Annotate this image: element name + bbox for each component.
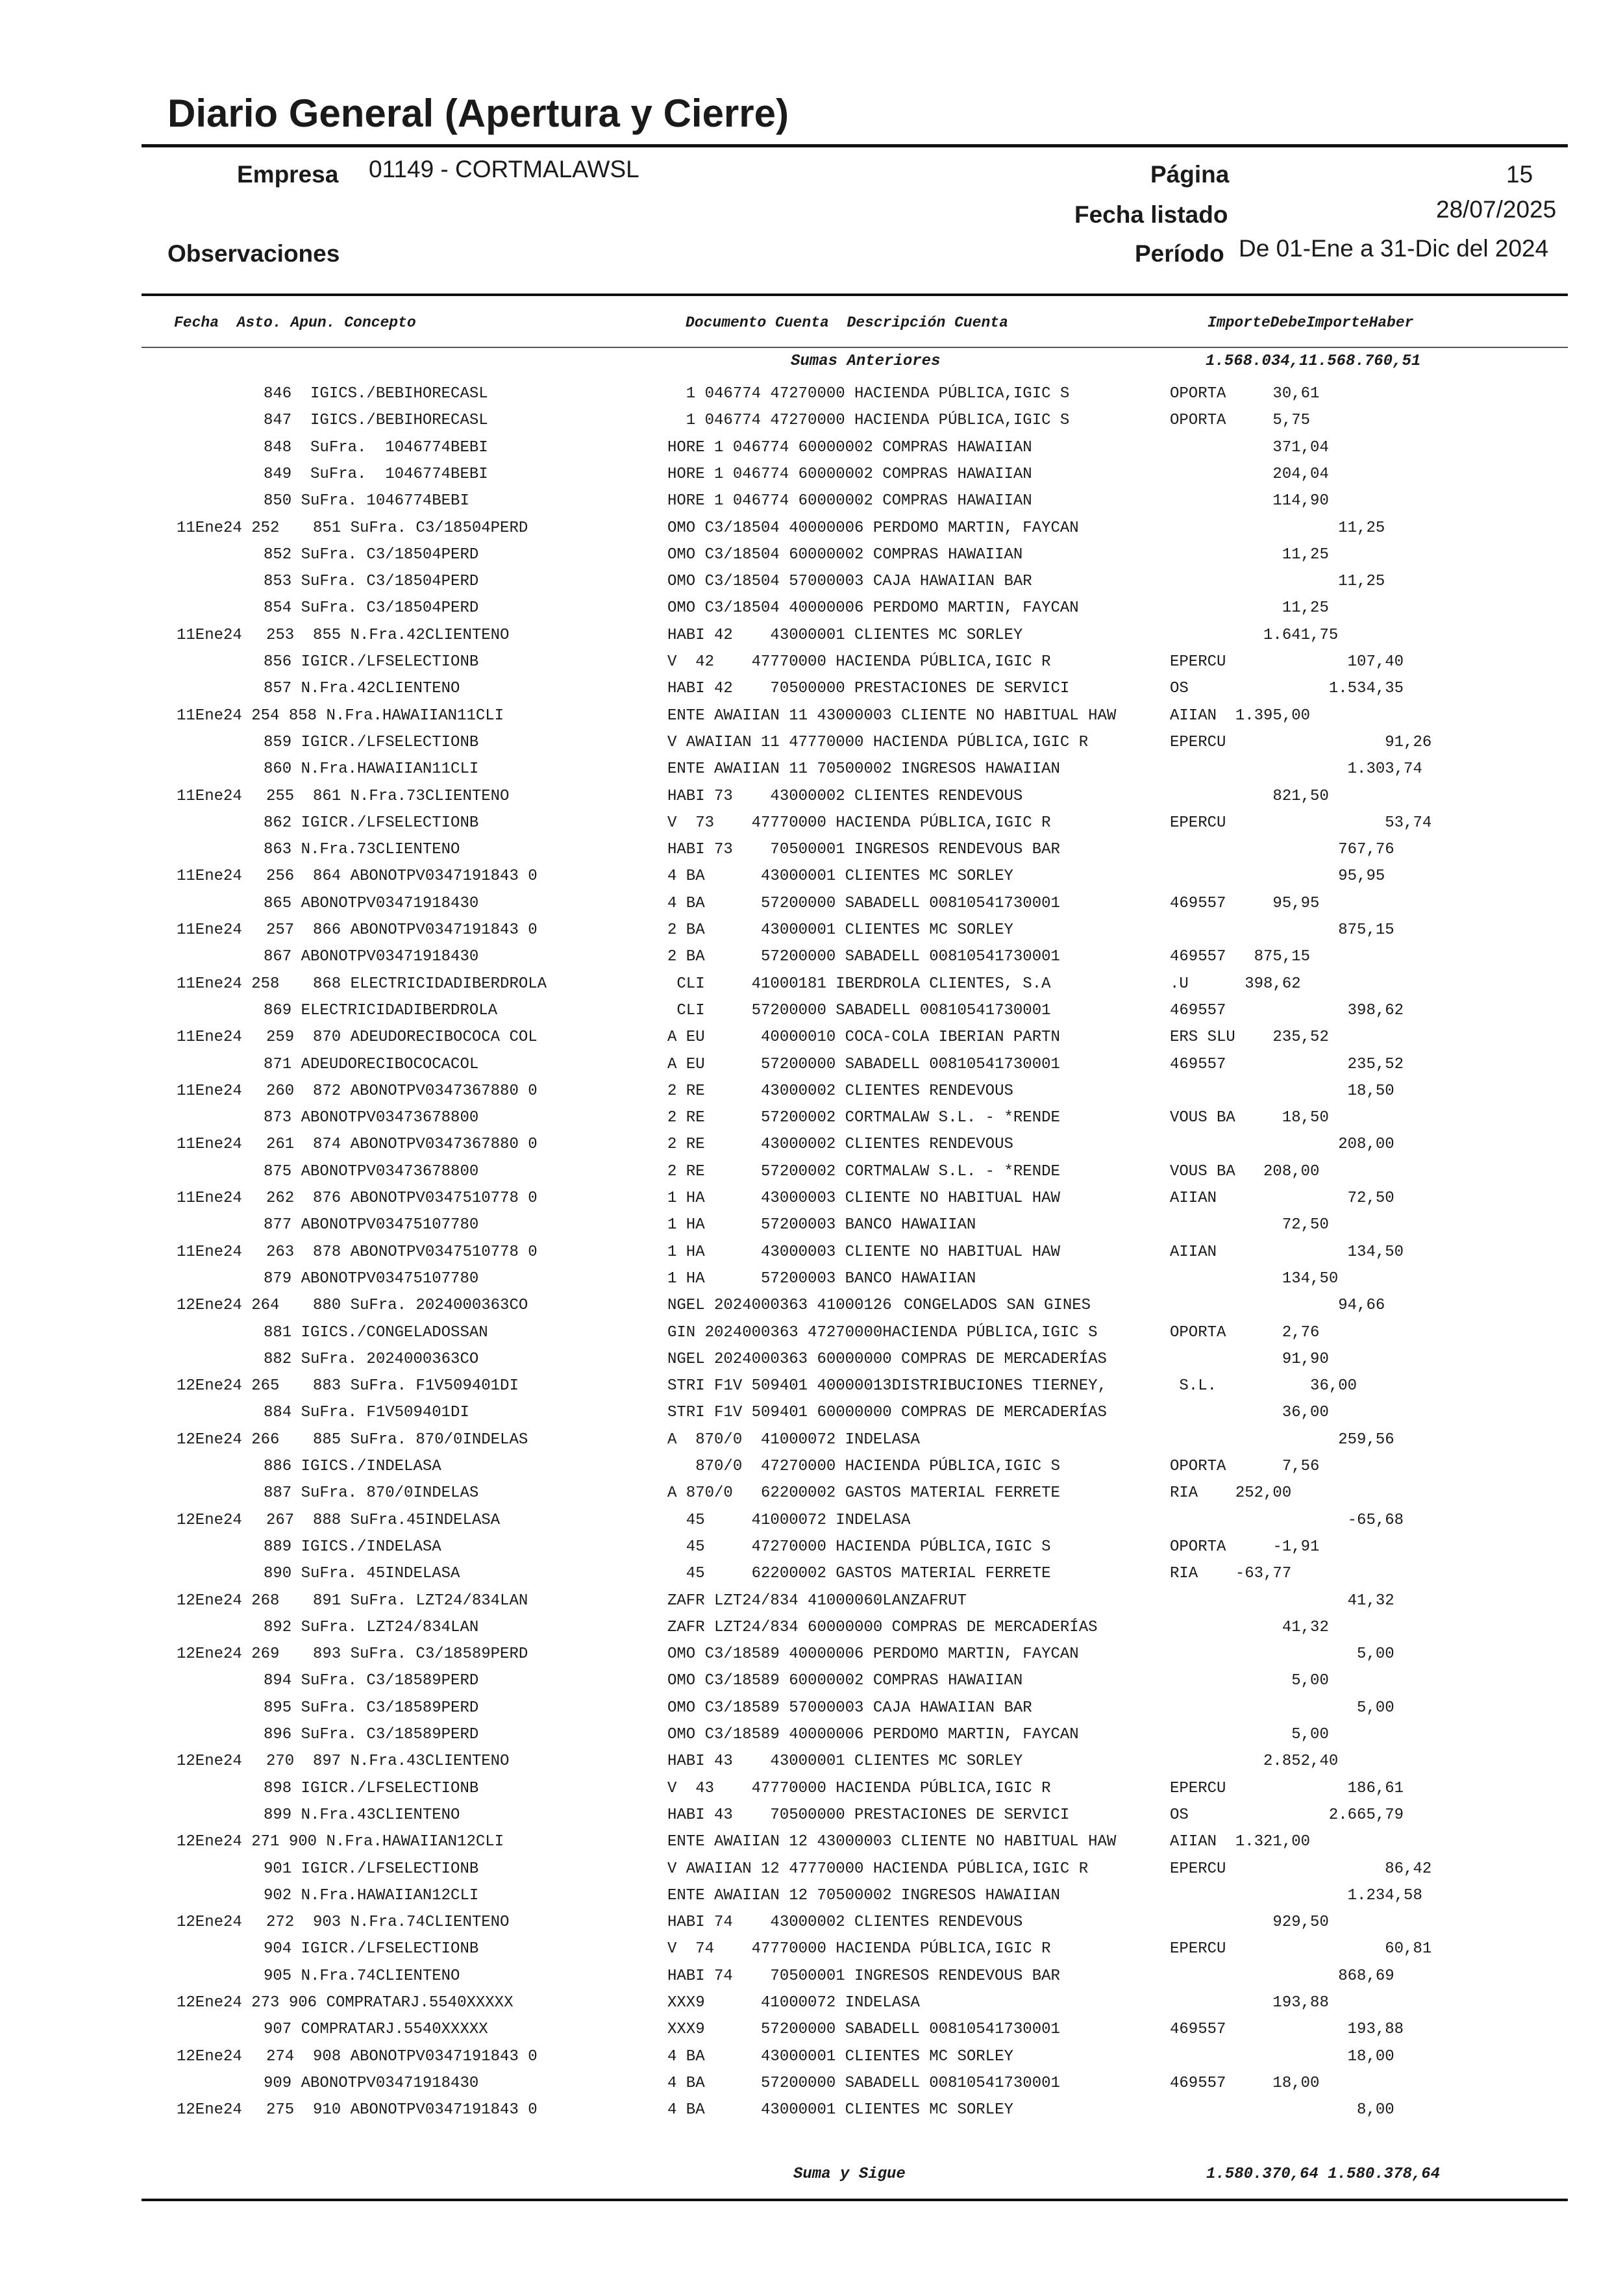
entry-cuenta: HABI 74 70500001 INGRESOS RENDEVOUS BAR <box>667 1967 1060 1985</box>
entry-concepto: 861 N.Fra.73CLIENTENO <box>313 788 510 805</box>
entry-importe: 41,32 <box>1170 1619 1329 1636</box>
entry-concepto: 905 N.Fra.74CLIENTENO <box>264 1967 460 1985</box>
entry-date-asiento: 11Ene24 258 <box>177 975 280 993</box>
entry-cuenta: V 42 47770000 HACIENDA PÚBLICA,IGIC R <box>667 653 1051 671</box>
entry-importe: OPORTA 5,75 <box>1170 412 1311 429</box>
entry-concepto: 895 SuFra. C3/18589PERD <box>264 1699 479 1717</box>
entry-cuenta: 4 BA 43000001 CLIENTES MC SORLEY <box>667 2048 1013 2065</box>
entry-cuenta: 2 RE 57200002 CORTMALAW S.L. - *RENDE <box>667 1163 1060 1180</box>
entry-cuenta: STRI F1V 509401 40000013DISTRIBUCIONES TIERNEY, <box>667 1377 1107 1395</box>
entry-date-asiento: 11Ene24 <box>177 1136 242 1153</box>
entry-concepto: 903 N.Fra.74CLIENTENO <box>313 1914 510 1931</box>
entry-cuenta: HORE 1 046774 60000002 COMPRAS HAWAIIAN <box>667 492 1032 510</box>
entry-date-asiento: 11Ene24 <box>177 788 242 805</box>
entry-cuenta: 4 BA 57200000 SABADELL 00810541730001 <box>667 2075 1060 2092</box>
entry-date-asiento: 12Ene24 264 <box>177 1297 280 1314</box>
entry-cuenta: HABI 43 43000001 CLIENTES MC SORLEY <box>667 1753 1023 1770</box>
entry-concepto: 873 ABONOTPV03473678800 <box>264 1109 479 1127</box>
entry-cuenta: OMO C3/18589 60000002 COMPRAS HAWAIIAN <box>667 1672 1023 1690</box>
entry-date-asiento: 11Ene24 <box>177 627 242 644</box>
entry-cuenta: ENTE AWAIIAN 12 70500002 INGRESOS HAWAIIAN <box>667 1887 1060 1904</box>
entry-importe: ERS SLU 235,52 <box>1170 1029 1329 1046</box>
entry-cuenta: NGEL 2024000363 60000000 COMPRAS DE MERCADERÍAS <box>667 1351 1107 1368</box>
entry-importe: 36,00 <box>1170 1404 1329 1421</box>
entry-importe: 2.852,40 <box>1170 1753 1339 1770</box>
entry-concepto: 852 SuFra. C3/18504PERD <box>264 546 479 564</box>
entry-cuenta: HABI 73 43000002 CLIENTES RENDEVOUS <box>667 788 1023 805</box>
entry-importe: EPERCU 186,61 <box>1170 1780 1404 1797</box>
entry-cuenta: 1 046774 47270000 HACIENDA PÚBLICA,IGIC S <box>667 385 1070 403</box>
entry-cuenta: 2 RE 43000002 CLIENTES RENDEVOUS <box>667 1082 1013 1100</box>
entry-importe: EPERCU 91,26 <box>1170 734 1432 751</box>
entry-cuenta: ZAFR LZT24/834 41000060LANZAFRUT <box>667 1592 967 1610</box>
entry-asiento: 274 <box>266 2048 295 2065</box>
entry-cuenta: 45 47270000 HACIENDA PÚBLICA,IGIC S <box>667 1538 1051 1556</box>
entry-asiento: 261 <box>266 1136 295 1153</box>
entry-concepto: 872 ABONOTPV0347367880 0 <box>313 1082 538 1100</box>
entry-cuenta: A 870/0 62200002 GASTOS MATERIAL FERRETE <box>667 1484 1060 1502</box>
entry-importe: 5,00 <box>1170 1645 1394 1663</box>
fecha-listado-label: Fecha listado <box>1074 201 1228 228</box>
entry-concepto: 898 IGICR./LFSELECTIONB <box>264 1780 479 1797</box>
entry-importe: OS 1.534,35 <box>1170 680 1404 697</box>
entry-cuenta: 2 BA 43000001 CLIENTES MC SORLEY <box>667 921 1013 939</box>
observaciones-label: Observaciones <box>167 240 340 267</box>
entry-importe: OPORTA 7,56 <box>1170 1458 1320 1475</box>
entry-concepto: 877 ABONOTPV03475107780 <box>264 1216 479 1234</box>
entry-concepto: 867 ABONOTPV03471918430 <box>264 948 479 966</box>
entry-cuenta: 1 HA 43000003 CLIENTE NO HABITUAL HAW <box>667 1190 1060 1207</box>
entry-importe: OS 2.665,79 <box>1170 1806 1404 1824</box>
entry-asiento: 259 <box>266 1029 295 1046</box>
entry-concepto: 902 N.Fra.HAWAIIAN12CLI <box>264 1887 479 1904</box>
entry-importe: 5,00 <box>1170 1672 1329 1690</box>
entry-concepto: 878 ABONOTPV0347510778 0 <box>313 1243 538 1261</box>
entry-importe: 18,50 <box>1170 1082 1394 1100</box>
entry-concepto: 864 ABONOTPV0347191843 0 <box>313 867 538 885</box>
entry-concepto: 859 IGICR./LFSELECTIONB <box>264 734 479 751</box>
entry-date-asiento: 12Ene24 265 <box>177 1377 280 1395</box>
entry-importe: 91,90 <box>1170 1351 1329 1368</box>
entry-concepto: 857 N.Fra.42CLIENTENO <box>264 680 460 697</box>
entry-importe: 11,25 <box>1170 519 1385 537</box>
title-rule <box>142 144 1568 147</box>
entry-importe: AIIAN 1.321,00 <box>1170 1833 1311 1851</box>
entry-concepto: 869 ELECTRICIDADIBERDROLA <box>264 1002 498 1019</box>
entry-cuenta: HABI 74 43000002 CLIENTES RENDEVOUS <box>667 1914 1023 1931</box>
entry-importe: AIIAN 134,50 <box>1170 1243 1404 1261</box>
entry-cuenta: OMO C3/18504 60000002 COMPRAS HAWAIIAN <box>667 546 1023 564</box>
entry-importe: 41,32 <box>1170 1592 1394 1610</box>
entry-cuenta: 4 BA 57200000 SABADELL 00810541730001 <box>667 895 1060 912</box>
header-rule <box>142 293 1568 296</box>
entry-concepto: 910 ABONOTPV0347191843 0 <box>313 2101 538 2119</box>
entry-cuenta: STRI F1V 509401 60000000 COMPRAS DE MERCADERÍAS <box>667 1404 1107 1421</box>
entry-concepto: 885 SuFra. 870/0INDELAS <box>313 1431 528 1449</box>
entry-concepto: 853 SuFra. C3/18504PERD <box>264 573 479 590</box>
entry-concepto: 880 SuFra. 2024000363CO <box>313 1297 528 1314</box>
entry-cuenta: OMO C3/18504 40000006 PERDOMO MARTIN, FAYCAN <box>667 519 1079 537</box>
entry-importe: 134,50 <box>1170 1270 1339 1288</box>
entry-importe: 193,88 <box>1170 1994 1329 2012</box>
entry-asiento: 256 <box>266 867 295 885</box>
entry-cuenta: 45 41000072 INDELASA <box>667 1512 911 1529</box>
entry-concepto: 890 SuFra. 45INDELASA <box>264 1565 460 1582</box>
entry-cuenta: 45 62200002 GASTOS MATERIAL FERRETE <box>667 1565 1051 1582</box>
entry-importe: .U 398,62 <box>1170 975 1301 993</box>
entry-concepto: 907 COMPRATARJ.5540XXXXX <box>264 2021 488 2038</box>
entry-date-asiento: 12Ene24 <box>177 2048 242 2065</box>
entry-importe: OPORTA -1,91 <box>1170 1538 1320 1556</box>
entry-importe: 371,04 <box>1170 439 1329 456</box>
entry-concepto: 893 SuFra. C3/18589PERD <box>313 1645 528 1663</box>
entry-concepto: 850 SuFra. 1046774BEBI <box>264 492 469 510</box>
entry-concepto: 886 IGICS./INDELASA <box>264 1458 441 1475</box>
entry-importe: 469557 18,00 <box>1170 2075 1320 2092</box>
entry-importe: 204,04 <box>1170 466 1329 483</box>
entry-cuenta: OMO C3/18504 40000006 PERDOMO MARTIN, FAYCAN <box>667 599 1079 617</box>
entry-concepto: 851 SuFra. C3/18504PERD <box>313 519 528 537</box>
entry-concepto: 874 ABONOTPV0347367880 0 <box>313 1136 538 1153</box>
entry-importe: 1.234,58 <box>1170 1887 1422 1904</box>
entry-asiento: 267 <box>266 1512 295 1529</box>
entry-cuenta: XXX9 41000072 INDELASA <box>667 1994 920 2012</box>
entry-cuenta: 870/0 47270000 HACIENDA PÚBLICA,IGIC S <box>667 1458 1060 1475</box>
entry-date-asiento: 12Ene24 268 <box>177 1592 280 1610</box>
entry-asiento: 253 <box>266 627 295 644</box>
entry-asiento: 275 <box>266 2101 295 2119</box>
entry-importe: 95,95 <box>1170 867 1385 885</box>
entry-importe: AIIAN 1.395,00 <box>1170 707 1311 725</box>
entry-concepto: 897 N.Fra.43CLIENTENO <box>313 1753 510 1770</box>
entry-concepto: 848 SuFra. 1046774BEBI <box>264 439 488 456</box>
entry-concepto: 884 SuFra. F1V509401DI <box>264 1404 469 1421</box>
entry-date-asiento: 11Ene24 <box>177 1029 242 1046</box>
entry-asiento: 257 <box>266 921 295 939</box>
entry-importe: RIA 252,00 <box>1170 1484 1292 1502</box>
entry-importe: 469557 235,52 <box>1170 1056 1404 1073</box>
entry-cuenta: HABI 73 70500001 INGRESOS RENDEVOUS BAR <box>667 841 1060 858</box>
entry-asiento: 270 <box>266 1753 295 1770</box>
entry-concepto: 855 N.Fra.42CLIENTENO <box>313 627 510 644</box>
entry-importe: 767,76 <box>1170 841 1394 858</box>
entry-date-asiento: 11Ene24 <box>177 1243 242 1261</box>
entry-cuenta: V 73 47770000 HACIENDA PÚBLICA,IGIC R <box>667 814 1051 832</box>
entry-cuenta: HABI 42 43000001 CLIENTES MC SORLEY <box>667 627 1023 644</box>
entry-cuenta: V AWAIIAN 11 47770000 HACIENDA PÚBLICA,IGIC R <box>667 734 1089 751</box>
entry-importe: 929,50 <box>1170 1914 1329 1931</box>
entry-concepto: 876 ABONOTPV0347510778 0 <box>313 1190 538 1207</box>
entry-importe: EPERCU 60,81 <box>1170 1940 1432 1958</box>
entry-date-asiento: 11Ene24 254 858 N.Fra.HAWAIIAN11CLI <box>177 707 504 725</box>
entry-importe: 72,50 <box>1170 1216 1329 1234</box>
entry-date-asiento: 11Ene24 <box>177 1190 242 1207</box>
entry-cuenta: OMO C3/18589 40000006 PERDOMO MARTIN, FAYCAN <box>667 1645 1079 1663</box>
entry-importe: EPERCU 53,74 <box>1170 814 1432 832</box>
entry-concepto: 894 SuFra. C3/18589PERD <box>264 1672 479 1690</box>
entry-cuenta: OMO C3/18589 40000006 PERDOMO MARTIN, FAYCAN <box>667 1726 1079 1743</box>
entry-concepto: 908 ABONOTPV0347191843 0 <box>313 2048 538 2065</box>
entry-concepto: 866 ABONOTPV0347191843 0 <box>313 921 538 939</box>
suma-y-sigue-value: 1.580.370,64 1.580.378,64 <box>1206 2165 1441 2183</box>
periodo-label: Período <box>1135 240 1224 267</box>
entry-date-asiento: 11Ene24 252 <box>177 519 280 537</box>
entry-cuenta-descripcion: CONGELADOS SAN GINES <box>904 1297 1091 1314</box>
entry-date-asiento: 12Ene24 271 900 N.Fra.HAWAIIAN12CLI <box>177 1833 504 1851</box>
report-title: Diario General (Apertura y Cierre) <box>167 92 789 135</box>
entry-importe: OPORTA 2,76 <box>1170 1324 1320 1341</box>
entry-cuenta: 1 HA 43000003 CLIENTE NO HABITUAL HAW <box>667 1243 1060 1261</box>
entry-cuenta: HABI 43 70500000 PRESTACIONES DE SERVICI <box>667 1806 1070 1824</box>
entry-importe: 5,00 <box>1170 1726 1329 1743</box>
entry-importe: VOUS BA 18,50 <box>1170 1109 1329 1127</box>
entry-concepto: 868 ELECTRICIDADIBERDROLA <box>313 975 547 993</box>
entry-importe: 875,15 <box>1170 921 1394 939</box>
entry-importe: 208,00 <box>1170 1136 1394 1153</box>
entry-importe: 8,00 <box>1170 2101 1394 2119</box>
entry-asiento: 260 <box>266 1082 295 1100</box>
entry-date-asiento: 12Ene24 273 906 COMPRATARJ.5540XXXXX <box>177 1994 514 2012</box>
entry-cuenta: CLI 41000181 IBERDROLA CLIENTES, S.A <box>667 975 1051 993</box>
entry-asiento: 263 <box>266 1243 295 1261</box>
entry-importe: OPORTA 30,61 <box>1170 385 1320 403</box>
entry-cuenta: HABI 42 70500000 PRESTACIONES DE SERVICI <box>667 680 1070 697</box>
entry-cuenta: 2 RE 43000002 CLIENTES RENDEVOUS <box>667 1136 1013 1153</box>
entry-date-asiento: 11Ene24 <box>177 867 242 885</box>
column-header-middle: Documento Cuenta Descripción Cuenta <box>686 314 1008 331</box>
entry-concepto: 862 IGICR./LFSELECTIONB <box>264 814 479 832</box>
entry-concepto: 863 N.Fra.73CLIENTENO <box>264 841 460 858</box>
entry-cuenta: HORE 1 046774 60000002 COMPRAS HAWAIIAN <box>667 439 1032 456</box>
suma-y-sigue-label: Suma y Sigue <box>793 2165 906 2183</box>
footer-rule <box>142 2199 1568 2201</box>
entry-concepto: 904 IGICR./LFSELECTIONB <box>264 1940 479 1958</box>
entry-importe: 868,69 <box>1170 1967 1394 1985</box>
column-header-rule <box>142 347 1568 348</box>
entry-cuenta: 4 BA 43000001 CLIENTES MC SORLEY <box>667 867 1013 885</box>
entry-date-asiento: 12Ene24 <box>177 1512 242 1529</box>
entry-importe: 469557 398,62 <box>1170 1002 1404 1019</box>
empresa-label: Empresa <box>237 161 339 188</box>
entry-concepto: 901 IGICR./LFSELECTIONB <box>264 1860 479 1878</box>
entry-concepto: 875 ABONOTPV03473678800 <box>264 1163 479 1180</box>
fecha-listado-value: 28/07/2025 <box>1436 196 1557 223</box>
column-header-right: ImporteDebeImporteHaber <box>1208 314 1414 331</box>
entry-concepto: 896 SuFra. C3/18589PERD <box>264 1726 479 1743</box>
entry-cuenta: V 74 47770000 HACIENDA PÚBLICA,IGIC R <box>667 1940 1051 1958</box>
entry-date-asiento: 12Ene24 269 <box>177 1645 280 1663</box>
entry-importe: 469557 193,88 <box>1170 2021 1404 2038</box>
entry-cuenta: 1 046774 47270000 HACIENDA PÚBLICA,IGIC S <box>667 412 1070 429</box>
entry-importe: -65,68 <box>1170 1512 1404 1529</box>
entry-cuenta: 4 BA 43000001 CLIENTES MC SORLEY <box>667 2101 1013 2119</box>
periodo-value: De 01-Ene a 31-Dic del 2024 <box>1239 235 1549 262</box>
entry-concepto: 887 SuFra. 870/0INDELAS <box>264 1484 479 1502</box>
entry-cuenta: NGEL 2024000363 41000126 <box>667 1297 892 1314</box>
entry-cuenta: ENTE AWAIIAN 11 43000003 CLIENTE NO HABITUAL HAW <box>667 707 1117 725</box>
entry-concepto: 881 IGICS./CONGELADOSSAN <box>264 1324 488 1341</box>
entry-importe: VOUS BA 208,00 <box>1170 1163 1320 1180</box>
entry-importe: 469557 95,95 <box>1170 895 1320 912</box>
entry-importe: 94,66 <box>1170 1297 1385 1314</box>
entry-concepto: 882 SuFra. 2024000363CO <box>264 1351 479 1368</box>
entry-concepto: 892 SuFra. LZT24/834LAN <box>264 1619 479 1636</box>
entry-concepto: 865 ABONOTPV03471918430 <box>264 895 479 912</box>
entry-asiento: 255 <box>266 788 295 805</box>
entry-cuenta: XXX9 57200000 SABADELL 00810541730001 <box>667 2021 1060 2038</box>
entry-concepto: 891 SuFra. LZT24/834LAN <box>313 1592 528 1610</box>
entry-concepto: 909 ABONOTPV03471918430 <box>264 2075 479 2092</box>
entry-concepto: 888 SuFra.45INDELASA <box>313 1512 501 1529</box>
entry-importe: RIA -63,77 <box>1170 1565 1292 1582</box>
entry-concepto: 854 SuFra. C3/18504PERD <box>264 599 479 617</box>
entry-concepto: 889 IGICS./INDELASA <box>264 1538 441 1556</box>
entry-importe: 1.303,74 <box>1170 760 1422 778</box>
entry-concepto: 856 IGICR./LFSELECTIONB <box>264 653 479 671</box>
entry-importe: 5,00 <box>1170 1699 1394 1717</box>
empresa-value: 01149 - CORTMALAWSL <box>369 156 639 182</box>
column-header-left: Fecha Asto. Apun. Concepto <box>174 314 416 331</box>
entry-date-asiento: 12Ene24 266 <box>177 1431 280 1449</box>
pagina-value: 15 <box>1506 161 1533 188</box>
entry-concepto: 879 ABONOTPV03475107780 <box>264 1270 479 1288</box>
entry-importe: 11,25 <box>1170 573 1385 590</box>
entry-cuenta: ZAFR LZT24/834 60000000 COMPRAS DE MERCADERÍAS <box>667 1619 1098 1636</box>
pagina-label: Página <box>1150 161 1230 188</box>
entry-importe: EPERCU 86,42 <box>1170 1860 1432 1878</box>
entry-cuenta: GIN 2024000363 47270000HACIENDA PÚBLICA,IGIC S <box>667 1324 1098 1341</box>
entry-concepto: 847 IGICS./BEBIHORECASL <box>264 412 488 429</box>
entry-concepto: 846 IGICS./BEBIHORECASL <box>264 385 488 403</box>
entry-date-asiento: 12Ene24 <box>177 1914 242 1931</box>
entry-cuenta: V 43 47770000 HACIENDA PÚBLICA,IGIC R <box>667 1780 1051 1797</box>
entry-date-asiento: 11Ene24 <box>177 921 242 939</box>
entry-importe: 821,50 <box>1170 788 1329 805</box>
entry-cuenta: ENTE AWAIIAN 11 70500002 INGRESOS HAWAIIAN <box>667 760 1060 778</box>
entry-importe: 18,00 <box>1170 2048 1394 2065</box>
entry-cuenta: OMO C3/18504 57000003 CAJA HAWAIIAN BAR <box>667 573 1032 590</box>
entry-importe: 1.641,75 <box>1170 627 1339 644</box>
entry-concepto: 883 SuFra. F1V509401DI <box>313 1377 519 1395</box>
entry-asiento: 272 <box>266 1914 295 1931</box>
entry-date-asiento: 11Ene24 <box>177 1082 242 1100</box>
entry-importe: 114,90 <box>1170 492 1329 510</box>
entry-concepto: 899 N.Fra.43CLIENTENO <box>264 1806 460 1824</box>
sumas-anteriores-label: Sumas Anteriores <box>791 353 941 370</box>
entry-importe: 11,25 <box>1170 546 1329 564</box>
entry-concepto: 849 SuFra. 1046774BEBI <box>264 466 488 483</box>
entry-cuenta: 2 RE 57200002 CORTMALAW S.L. - *RENDE <box>667 1109 1060 1127</box>
entry-cuenta: A EU 57200000 SABADELL 00810541730001 <box>667 1056 1060 1073</box>
entry-concepto: 860 N.Fra.HAWAIIAN11CLI <box>264 760 479 778</box>
entry-cuenta: 1 HA 57200003 BANCO HAWAIIAN <box>667 1216 976 1234</box>
entry-asiento: 262 <box>266 1190 295 1207</box>
entry-cuenta: 2 BA 57200000 SABADELL 00810541730001 <box>667 948 1060 966</box>
entry-cuenta: A EU 40000010 COCA-COLA IBERIAN PARTN <box>667 1029 1060 1046</box>
entry-cuenta: A 870/0 41000072 INDELASA <box>667 1431 920 1449</box>
entry-importe: 11,25 <box>1170 599 1329 617</box>
entry-date-asiento: 12Ene24 <box>177 2101 242 2119</box>
entry-concepto: 871 ADEUDORECIBOCOCACOL <box>264 1056 479 1073</box>
entry-cuenta: V AWAIIAN 12 47770000 HACIENDA PÚBLICA,IGIC R <box>667 1860 1089 1878</box>
entry-cuenta: CLI 57200000 SABADELL 00810541730001 <box>667 1002 1051 1019</box>
entry-importe: EPERCU 107,40 <box>1170 653 1404 671</box>
entry-importe: 259,56 <box>1170 1431 1394 1449</box>
entry-cuenta: HORE 1 046774 60000002 COMPRAS HAWAIIAN <box>667 466 1032 483</box>
entry-cuenta: OMO C3/18589 57000003 CAJA HAWAIIAN BAR <box>667 1699 1032 1717</box>
entry-date-asiento: 12Ene24 <box>177 1753 242 1770</box>
entry-cuenta: 1 HA 57200003 BANCO HAWAIIAN <box>667 1270 976 1288</box>
entry-importe: AIIAN 72,50 <box>1170 1190 1394 1207</box>
entry-importe: S.L. 36,00 <box>1170 1377 1357 1395</box>
entry-importe: 469557 875,15 <box>1170 948 1311 966</box>
entry-concepto: 870 ADEUDORECIBOCOCA COL <box>313 1029 538 1046</box>
entry-cuenta: ENTE AWAIIAN 12 43000003 CLIENTE NO HABITUAL HAW <box>667 1833 1117 1851</box>
sumas-anteriores-value: 1.568.034,11.568.760,51 <box>1206 353 1421 370</box>
